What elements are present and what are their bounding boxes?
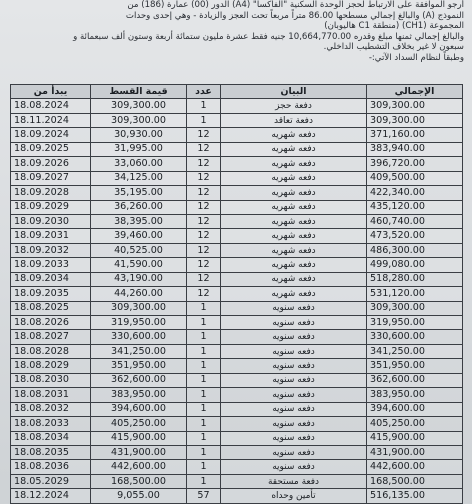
cell-date: 18.08.2028 xyxy=(11,344,91,358)
cell-description: دفعه سنويه xyxy=(221,388,367,402)
table-row xyxy=(11,287,463,301)
table-row xyxy=(11,330,463,344)
cell-description: دفعه سنويه xyxy=(221,431,367,445)
table-row xyxy=(11,445,463,459)
cell-description: دفعه شهريه xyxy=(221,287,367,301)
cell-date: 18.08.2024 xyxy=(11,99,91,113)
cell-count: 1 xyxy=(187,330,221,344)
cell-installment: 309,300.00 xyxy=(91,301,187,315)
cell-total: 362,600.00 xyxy=(367,373,463,387)
cell-date: 18.09.2032 xyxy=(11,243,91,257)
table-body xyxy=(11,99,463,503)
cell-installment: 9,055.00 xyxy=(91,489,187,503)
cell-total: 319,950.00 xyxy=(367,316,463,330)
cell-installment: 35,195.00 xyxy=(91,186,187,200)
cell-count: 1 xyxy=(187,316,221,330)
cell-total: 518,280.00 xyxy=(367,272,463,286)
cell-total: 383,950.00 xyxy=(367,388,463,402)
cell-installment: 168,500.00 xyxy=(91,474,187,488)
cell-date: 18.08.2030 xyxy=(11,373,91,387)
cell-total: 405,250.00 xyxy=(367,417,463,431)
cell-date: 18.05.2029 xyxy=(11,474,91,488)
cell-total: 431,900.00 xyxy=(367,445,463,459)
cell-total: 531,120.00 xyxy=(367,287,463,301)
cell-date: 18.09.2024 xyxy=(11,128,91,142)
cell-total: 371,160.00 xyxy=(367,128,463,142)
cell-count: 12 xyxy=(187,214,221,228)
table-row xyxy=(11,258,463,272)
cell-total: 422,340.00 xyxy=(367,186,463,200)
table-row xyxy=(11,272,463,286)
cell-date: 18.08.2034 xyxy=(11,431,91,445)
cell-total: 415,900.00 xyxy=(367,431,463,445)
cell-installment: 38,395.00 xyxy=(91,214,187,228)
table-row xyxy=(11,214,463,228)
cell-description: تأمين وحداه xyxy=(221,489,367,503)
intro-line-6: وطبقاً لنظام السداد الآتي:- xyxy=(368,52,464,63)
cell-count: 12 xyxy=(187,272,221,286)
cell-count: 12 xyxy=(187,258,221,272)
cell-installment: 341,250.00 xyxy=(91,344,187,358)
cell-total: 435,120.00 xyxy=(367,200,463,214)
intro-line-1: أرجو الموافقة على الارتباط لحجز الوحدة السكنية "الفاكسا" (A4) الدور (00) عمارة (186) من xyxy=(127,0,464,10)
intro-line-4: والبالغ إجمالي ثمنها مبلغ وقدره 10,664,770.00 جنيه فقط عشرة مليون ستمائة أربعة وستون ألف سبعمائة و xyxy=(73,31,464,42)
cell-count: 57 xyxy=(187,489,221,503)
cell-total: 168,500.00 xyxy=(367,474,463,488)
cell-count: 1 xyxy=(187,99,221,113)
header-total: الإجمالي xyxy=(367,85,463,99)
cell-installment: 33,060.00 xyxy=(91,157,187,171)
cell-count: 12 xyxy=(187,243,221,257)
cell-date: 18.11.2024 xyxy=(11,113,91,127)
cell-total: 442,600.00 xyxy=(367,460,463,474)
cell-date: 18.08.2035 xyxy=(11,445,91,459)
cell-date: 18.09.2028 xyxy=(11,186,91,200)
table-row xyxy=(11,99,463,113)
cell-total: 330,600.00 xyxy=(367,330,463,344)
header-installment: قيمة القسط xyxy=(91,85,187,99)
header-description: البيان xyxy=(221,85,367,99)
cell-date: 18.09.2035 xyxy=(11,287,91,301)
cell-description: دفعه شهريه xyxy=(221,157,367,171)
cell-date: 18.09.2034 xyxy=(11,272,91,286)
cell-date: 18.08.2025 xyxy=(11,301,91,315)
cell-description: دفعه سنويه xyxy=(221,344,367,358)
cell-description: دفعه سنويه xyxy=(221,330,367,344)
cell-date: 18.08.2033 xyxy=(11,417,91,431)
cell-total: 516,135.00 xyxy=(367,489,463,503)
table-header-row xyxy=(11,85,463,99)
cell-count: 12 xyxy=(187,142,221,156)
cell-date: 18.08.2029 xyxy=(11,359,91,373)
table-row xyxy=(11,200,463,214)
cell-date: 18.09.2026 xyxy=(11,157,91,171)
cell-installment: 34,125.00 xyxy=(91,171,187,185)
table-row xyxy=(11,489,463,503)
table-row xyxy=(11,113,463,127)
cell-description: دفعه شهريه xyxy=(221,229,367,243)
cell-installment: 309,300.00 xyxy=(91,113,187,127)
cell-description: دفعه سنويه xyxy=(221,460,367,474)
cell-installment: 309,300.00 xyxy=(91,99,187,113)
cell-count: 1 xyxy=(187,417,221,431)
cell-installment: 431,900.00 xyxy=(91,445,187,459)
cell-installment: 43,190.00 xyxy=(91,272,187,286)
cell-description: دفعه سنويه xyxy=(221,373,367,387)
cell-installment: 30,930.00 xyxy=(91,128,187,142)
table-row xyxy=(11,373,463,387)
cell-count: 1 xyxy=(187,474,221,488)
cell-count: 12 xyxy=(187,128,221,142)
intro-paragraph xyxy=(8,0,464,84)
cell-count: 1 xyxy=(187,301,221,315)
cell-count: 1 xyxy=(187,388,221,402)
cell-count: 1 xyxy=(187,445,221,459)
cell-description: دفعه سنويه xyxy=(221,417,367,431)
cell-installment: 405,250.00 xyxy=(91,417,187,431)
intro-line-5: سبعون لا غير بخلاف التشطيب الداخلي. xyxy=(323,42,464,52)
cell-date: 18.08.2036 xyxy=(11,460,91,474)
cell-date: 18.09.2027 xyxy=(11,171,91,185)
table-row xyxy=(11,128,463,142)
table-row xyxy=(11,243,463,257)
cell-description: دفعة مستحقة xyxy=(221,474,367,488)
cell-count: 12 xyxy=(187,200,221,214)
cell-total: 499,080.00 xyxy=(367,258,463,272)
cell-installment: 41,590.00 xyxy=(91,258,187,272)
cell-count: 1 xyxy=(187,431,221,445)
table-row xyxy=(11,171,463,185)
table-row xyxy=(11,316,463,330)
cell-count: 1 xyxy=(187,344,221,358)
table-row xyxy=(11,142,463,156)
table-row xyxy=(11,186,463,200)
cell-date: 18.09.2025 xyxy=(11,142,91,156)
table-row xyxy=(11,301,463,315)
cell-installment: 442,600.00 xyxy=(91,460,187,474)
cell-description: دفعه شهريه xyxy=(221,214,367,228)
cell-description: دفعة تعاقد xyxy=(221,113,367,127)
cell-count: 1 xyxy=(187,402,221,416)
cell-date: 18.09.2033 xyxy=(11,258,91,272)
cell-count: 12 xyxy=(187,229,221,243)
cell-description: دفعه شهريه xyxy=(221,142,367,156)
table-row xyxy=(11,344,463,358)
cell-installment: 362,600.00 xyxy=(91,373,187,387)
cell-total: 341,250.00 xyxy=(367,344,463,358)
cell-installment: 394,600.00 xyxy=(91,402,187,416)
cell-description: دفعة حجز xyxy=(221,99,367,113)
cell-description: دفعه شهريه xyxy=(221,272,367,286)
cell-description: دفعه شهريه xyxy=(221,186,367,200)
table-row xyxy=(11,460,463,474)
cell-count: 1 xyxy=(187,359,221,373)
table-row xyxy=(11,388,463,402)
header-date: يبدأ من xyxy=(11,85,91,99)
cell-date: 18.09.2029 xyxy=(11,200,91,214)
cell-description: دفعه شهريه xyxy=(221,171,367,185)
table-row xyxy=(11,474,463,488)
cell-installment: 415,900.00 xyxy=(91,431,187,445)
cell-total: 309,300.00 xyxy=(367,301,463,315)
cell-description: دفعه شهريه xyxy=(221,128,367,142)
intro-line-3: المجموعة (CH1) (منطقة C1 هاليوبان) xyxy=(324,21,464,31)
cell-description: دفعه سنويه xyxy=(221,301,367,315)
cell-total: 473,520.00 xyxy=(367,229,463,243)
cell-total: 309,300.00 xyxy=(367,113,463,127)
table-row xyxy=(11,417,463,431)
cell-description: دفعه شهريه xyxy=(221,200,367,214)
cell-total: 396,720.00 xyxy=(367,157,463,171)
table-row xyxy=(11,157,463,171)
cell-count: 12 xyxy=(187,171,221,185)
cell-installment: 36,260.00 xyxy=(91,200,187,214)
table-row xyxy=(11,359,463,373)
cell-date: 18.08.2027 xyxy=(11,330,91,344)
cell-date: 18.09.2031 xyxy=(11,229,91,243)
cell-count: 1 xyxy=(187,113,221,127)
cell-total: 460,740.00 xyxy=(367,214,463,228)
cell-installment: 319,950.00 xyxy=(91,316,187,330)
cell-date: 18.08.2031 xyxy=(11,388,91,402)
cell-description: دفعه سنويه xyxy=(221,402,367,416)
cell-count: 1 xyxy=(187,460,221,474)
cell-description: دفعه سنويه xyxy=(221,316,367,330)
cell-count: 1 xyxy=(187,373,221,387)
cell-date: 18.08.2026 xyxy=(11,316,91,330)
cell-installment: 31,995.00 xyxy=(91,142,187,156)
cell-description: دفعه شهريه xyxy=(221,258,367,272)
cell-description: دفعه سنويه xyxy=(221,359,367,373)
intro-line-2: النموذج (A) والبالغ إجمالي مسطحها 86.00 متراً مربعاً تحت العجز والزيادة - وهي إحدى وحدات xyxy=(125,10,464,21)
table-row xyxy=(11,431,463,445)
cell-total: 309,300.00 xyxy=(367,99,463,113)
cell-installment: 40,525.00 xyxy=(91,243,187,257)
header-count: عدد xyxy=(187,85,221,99)
payment-schedule-table xyxy=(10,84,463,504)
cell-total: 383,940.00 xyxy=(367,142,463,156)
cell-date: 18.12.2024 xyxy=(11,489,91,503)
cell-total: 409,500.00 xyxy=(367,171,463,185)
cell-installment: 351,950.00 xyxy=(91,359,187,373)
cell-date: 18.08.2032 xyxy=(11,402,91,416)
cell-installment: 39,460.00 xyxy=(91,229,187,243)
cell-installment: 44,260.00 xyxy=(91,287,187,301)
cell-total: 486,300.00 xyxy=(367,243,463,257)
cell-installment: 383,950.00 xyxy=(91,388,187,402)
cell-total: 394,600.00 xyxy=(367,402,463,416)
table-row xyxy=(11,229,463,243)
cell-date: 18.09.2030 xyxy=(11,214,91,228)
cell-description: دفعه سنويه xyxy=(221,445,367,459)
cell-total: 351,950.00 xyxy=(367,359,463,373)
cell-count: 12 xyxy=(187,157,221,171)
table-row xyxy=(11,402,463,416)
cell-count: 12 xyxy=(187,287,221,301)
cell-description: دفعه شهريه xyxy=(221,243,367,257)
cell-count: 12 xyxy=(187,186,221,200)
cell-installment: 330,600.00 xyxy=(91,330,187,344)
